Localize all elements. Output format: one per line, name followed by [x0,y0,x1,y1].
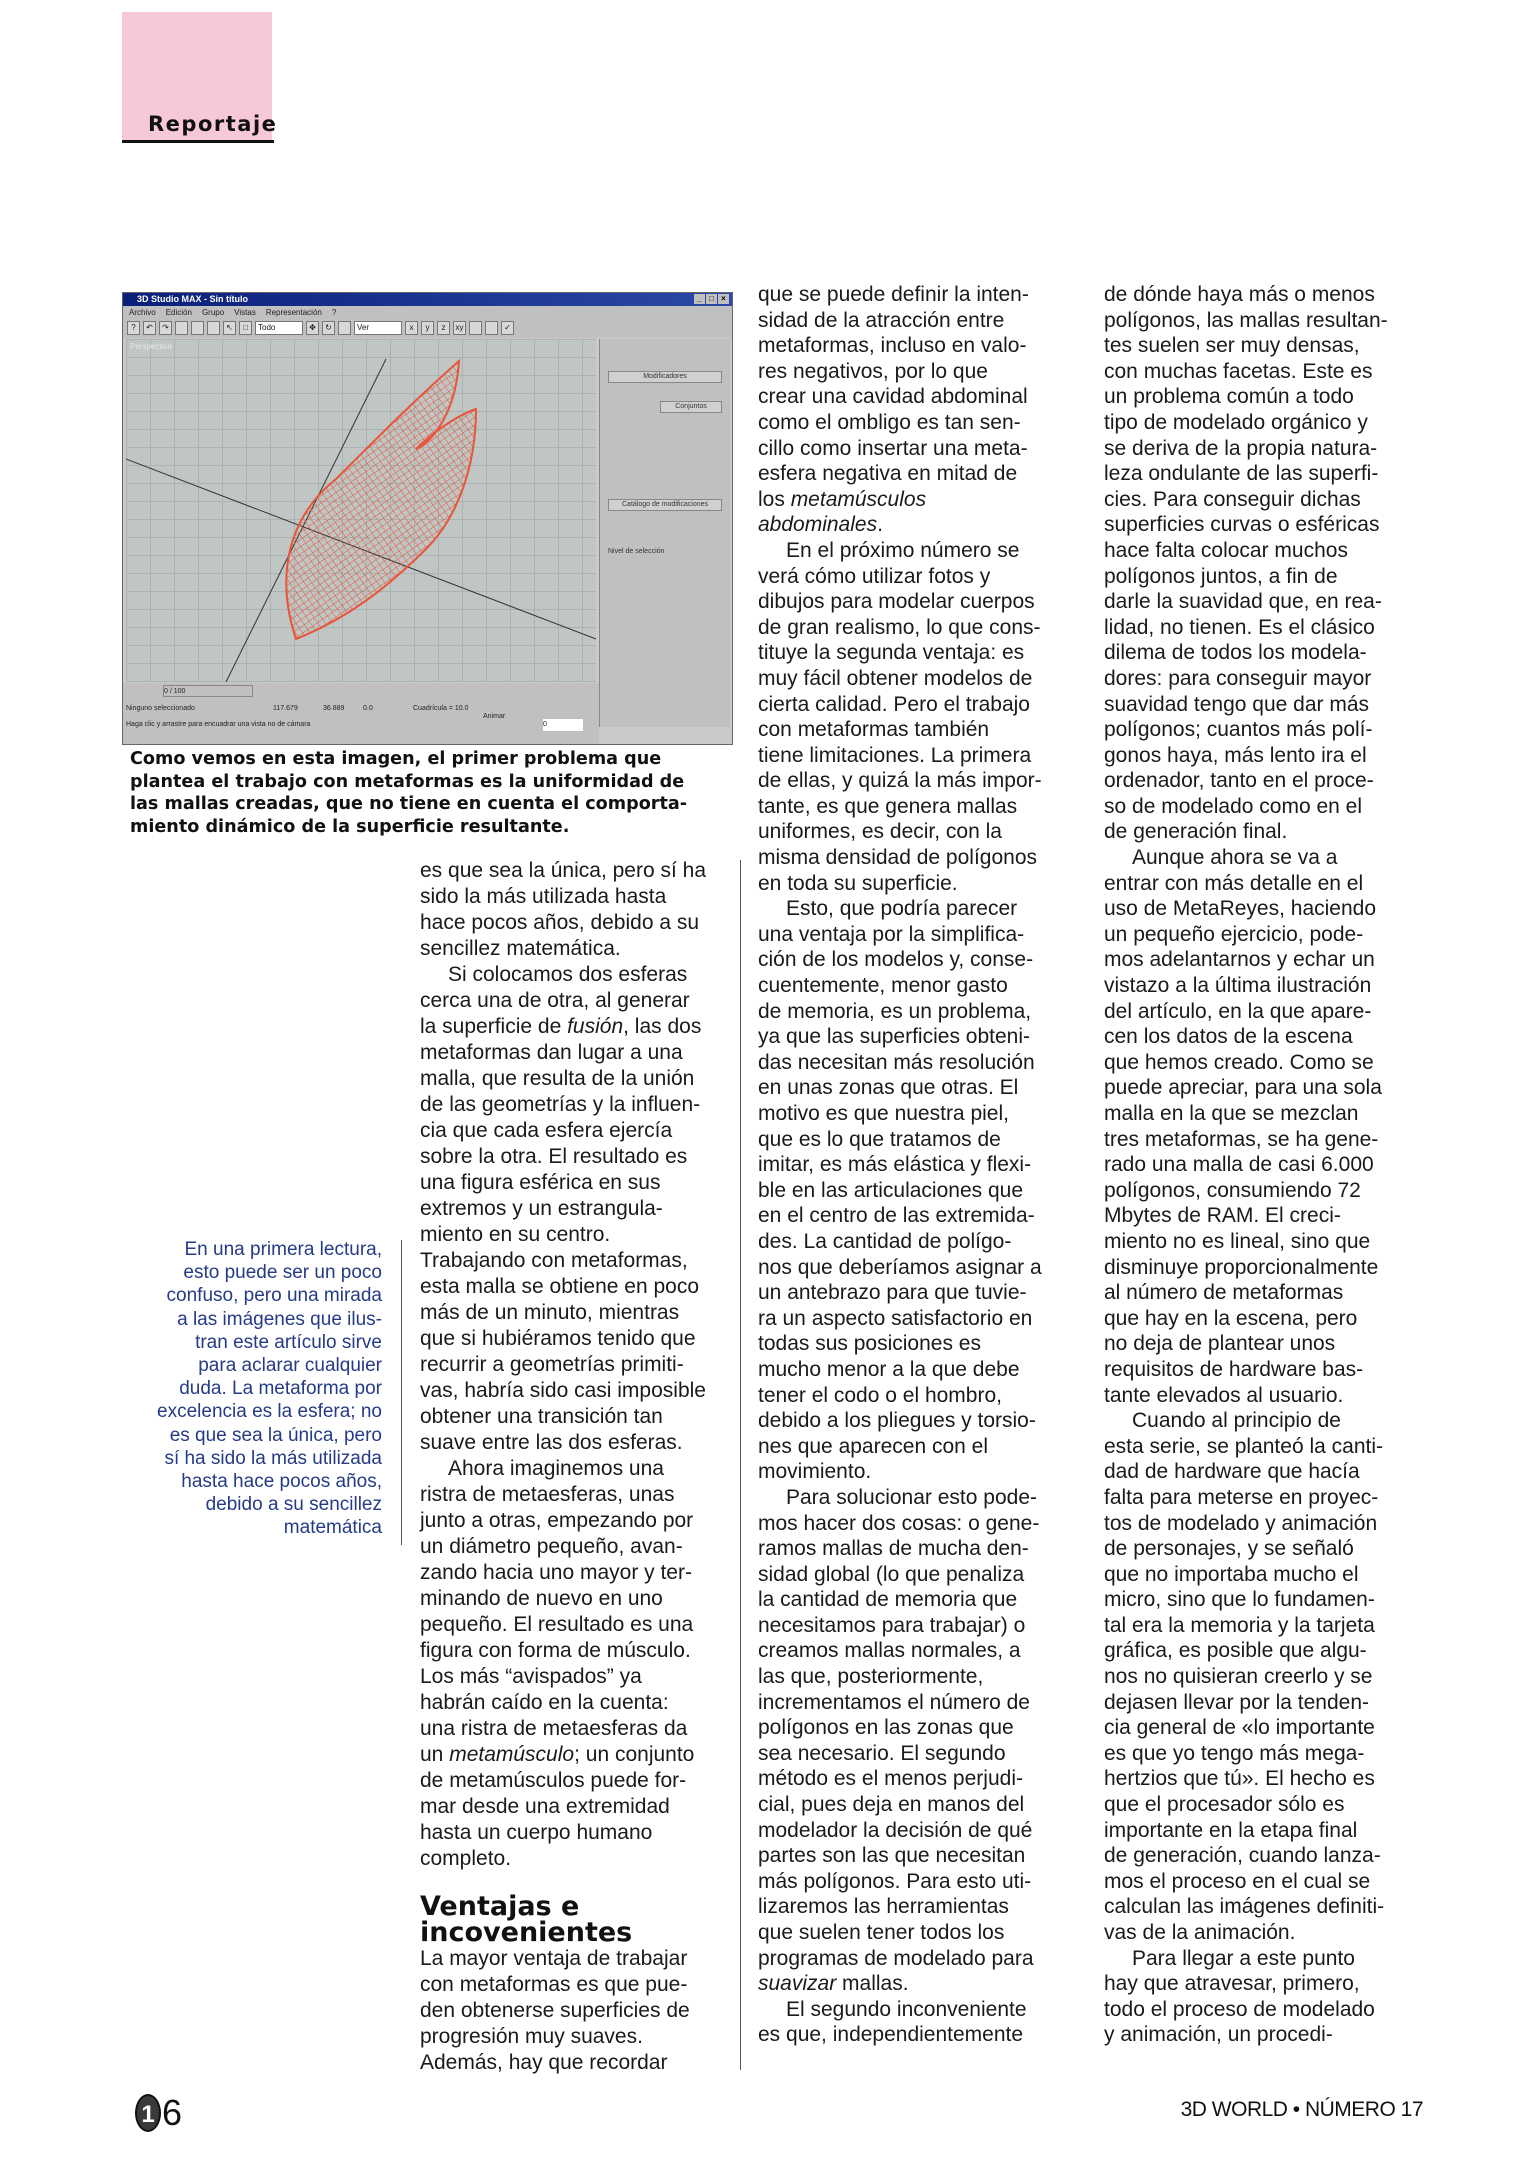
frame-slider: 0 / 100 [163,685,253,697]
viewport-label: Perspectiva [130,342,172,351]
pull-quote-line: para aclarar cualquier [198,1355,382,1377]
text-line: Esto, que podría parecer [786,897,1018,921]
text-line: ramos mallas de mucha den- [758,1537,1029,1561]
text-line: Aunque ahora se va a [1132,846,1338,870]
pull-quote-line: sí ha sido la más utilizada [164,1447,382,1469]
text-line: disminuye proporcionalmente [1104,1255,1379,1279]
coord-z: 0.0 [363,705,373,712]
text-line: esfera negativa en mitad de [758,462,1018,486]
italic-term: fusión [567,1015,624,1038]
perspective-viewport [126,339,596,682]
text-line: tes suelen ser muy densas, [1104,334,1360,358]
caption-line: las mallas creadas, que no tiene en cuenta el comporta- [130,794,688,814]
text-line: rado una malla de casi 6.000 [1104,1153,1374,1177]
panel-row: Modificadores [608,371,722,383]
help-icon: ? [127,321,140,335]
text-line: tener el codo o el hombro, [758,1383,1002,1407]
text-line: hasta un cuerpo humano [420,1821,653,1844]
text-line: un diámetro pequeño, avan- [420,1535,683,1558]
heading-line: incovenientes [420,1917,633,1948]
window-title: 3D Studio MAX - Sin título [137,294,248,304]
text-line: es que, independientemente [758,2023,1024,2047]
maximize-icon: □ [706,294,717,304]
text-segment: mallas. [836,1972,909,1996]
article-column-1 [420,858,706,2076]
text-line: leza ondulante de las superfi- [1104,462,1379,486]
text-line: malla, que resulta de la unión [420,1067,695,1090]
minimize-icon: _ [694,294,705,304]
text-line [758,487,1042,513]
text-line: modelador la decisión de qué [758,1818,1033,1842]
text-line: que hay en la escena, pero [1104,1306,1358,1330]
text-line: dejasen llevar por la tenden- [1104,1690,1370,1714]
text-line: tipo de modelado orgánico y [1104,410,1368,434]
text-line: que hemos creado. Como se [1104,1050,1374,1074]
page-number-circled-digit: 1 [135,2094,161,2132]
text-line: darle la suavidad que, en rea- [1104,590,1382,614]
menu-bar [123,306,732,319]
text-line: ra un aspecto satisfactorio en [758,1306,1033,1330]
status-selection: Ninguno seleccionado [126,705,195,712]
text-line [420,1742,706,1768]
text-line: tos de modelado y animación [1104,1511,1378,1535]
text-line: hace pocos años, debido a su [420,911,700,934]
text-line: Los más “avispados” ya [420,1665,642,1688]
text-line: que si hubiéramos tenido que [420,1327,696,1350]
text-line: La mayor ventaja de trabajar [420,1947,688,1970]
text-line: micro, sino que lo fundamen- [1104,1588,1375,1612]
text-line: con muchas facetas. Este es [1104,359,1373,383]
text-line: dad de hardware que hacía [1104,1460,1360,1484]
magazine-issue: 3D WORLD • NÚMERO 17 [1180,2098,1423,2121]
text-line: y animación, un procedi- [1104,2023,1333,2047]
panel-row: Nivel de selección [608,548,665,555]
text-line: cerca una de otra, al generar [420,989,690,1012]
text-line: dibujos para modelar cuerpos [758,590,1035,614]
text-line: es que yo tengo más mega- [1104,1741,1365,1765]
text-line: mos hacer dos cosas: o gene- [758,1511,1040,1535]
text-line: vas, habría sido casi imposible [420,1379,706,1402]
text-line: tal era la memoria y la tarjeta [1104,1613,1375,1637]
text-line: polígonos en las zonas que [758,1716,1014,1740]
panel-row: Conjuntos [660,401,722,413]
text-line: Ahora imaginemos una [448,1457,664,1480]
text-line: sido la más utilizada hasta [420,885,667,908]
text-line: lizaremos las herramientas [758,1895,1009,1919]
text-line: todas sus posiciones es [758,1332,981,1356]
region-icon: □ [239,321,252,335]
text-line: ristra de metaesferas, unas [420,1483,675,1506]
text-line: das necesitan más resolución [758,1050,1035,1074]
text-segment: la superficie de [420,1015,568,1038]
text-line: requisitos de hardware bas- [1104,1357,1364,1381]
text-line: que es lo que tratamos de [758,1127,1001,1151]
text-line: Trabajando con metaformas, [420,1249,688,1272]
text-line: dores: para conseguir mayor [1104,666,1372,690]
italic-term: metamúsculo [449,1743,575,1766]
text-line: la cantidad de memoria que [758,1588,1018,1612]
text-line: cies. Para conseguir dichas [1104,487,1361,511]
text-line: al número de metaformas [1104,1281,1344,1305]
text-line: en unas zonas que otras. El [758,1076,1019,1100]
text-line: ble en las articulaciones que [758,1178,1024,1202]
status-bar [123,683,599,744]
text-line: sidad global (lo que penaliza [758,1562,1025,1586]
text-line: Si colocamos dos esferas [448,963,688,986]
text-line: polígonos, consumiendo 72 [1104,1178,1361,1202]
text-line: de generación final. [1104,820,1288,844]
text-line: mos adelantarnos y echar un [1104,948,1375,972]
text-line: polígonos juntos, a fin de [1104,564,1338,588]
pull-quote-line: duda. La metaforma por [179,1378,382,1400]
text-line: tante, es que genera mallas [758,794,1018,818]
text-line: una figura esférica en sus [420,1171,661,1194]
caption-line: miento dinámico de la superficie resultante. [130,816,570,837]
text-line: imitar, es más elástica y flexi- [758,1153,1032,1177]
pull-quote-line: es que sea la única, pero [169,1424,382,1446]
text-line: res negativos, por lo que [758,359,988,383]
text-line: Para solucionar esto pode- [786,1485,1037,1509]
text-line: hace falta colocar muchos [1104,538,1348,562]
close-icon: × [718,294,729,304]
text-line: entrar con más detalle en el [1104,871,1364,895]
coord-system-dropdown: Ver [354,321,402,335]
text-line: metaformas dan lugar a una [420,1041,683,1064]
text-line [758,1971,1042,1997]
link-icon [175,321,188,335]
pull-quote-line: excelencia es la esfera; no [157,1401,382,1423]
text-line: nos que deberíamos asignar a [758,1255,1042,1279]
text-line: todo el proceso de modelado [1104,1997,1375,2021]
text-line: se deriva de la propia natura- [1104,436,1378,460]
text-line: Además, hay que recordar [420,2051,668,2074]
text-line: crear una cavidad abdominal [758,385,1028,409]
redo-icon: ↷ [159,321,172,335]
text-line: de las geometrías y la influen- [420,1093,701,1116]
text-line: puede apreciar, para una sola [1104,1076,1382,1100]
text-line: misma densidad de polígonos [758,846,1038,870]
text-line: es que sea la única, pero sí ha [420,859,707,882]
axis-x-icon: x [405,321,418,335]
check-icon: ✓ [501,321,514,335]
text-segment: los [758,487,791,511]
text-line: de dónde haya más o menos [1104,283,1375,306]
text-line: tante elevados al usuario. [1104,1383,1344,1407]
pull-quote [120,1238,382,1540]
command-panel [599,339,730,727]
text-line: hertzios que tú». El hecho es [1104,1767,1375,1791]
text-line: Mbytes de RAM. El creci- [1104,1204,1341,1228]
image-caption [130,748,736,838]
text-line: calculan las imágenes definiti- [1104,1895,1385,1919]
text-line: sencillez matemática. [420,937,621,960]
text-line: falta para meterse en proyec- [1104,1485,1379,1509]
text-segment: , las dos [623,1015,702,1038]
text-line: uniformes, es decir, con la [758,820,1002,844]
page-number [135,2092,182,2134]
menu-item: Representación [265,308,322,317]
text-line: de metamúsculos puede for- [420,1769,687,1792]
text-line: hay que atravesar, primero, [1104,1972,1360,1996]
text-line: sea necesario. El segundo [758,1741,1006,1765]
unlink-icon [191,321,204,335]
text-line: cia que cada esfera ejercía [420,1119,673,1142]
text-line: que no importaba mucho el [1104,1562,1359,1586]
text-segment: ; un conjunto [574,1743,695,1766]
text-line: necesitamos para trabajar) o [758,1613,1026,1637]
text-line: ordenador, tanto en el proce- [1104,769,1374,793]
text-line: suave entre las dos esferas. [420,1431,683,1454]
text-line: sobre la otra. El resultado es [420,1145,688,1168]
wireframe-mesh [126,339,596,682]
text-line: verá cómo utilizar fotos y [758,564,991,588]
section-label: Reportaje [148,112,278,136]
text-line: polígonos; cuantos más polí- [1104,718,1373,742]
text-line: gráfica, es posible que algu- [1104,1639,1367,1663]
text-line: ción de los modelos y, conse- [758,948,1034,972]
text-line: no deja de plantear unos [1104,1332,1336,1356]
text-line: muy fácil obtener modelos de [758,666,1033,690]
text-line: movimiento. [758,1460,872,1484]
toolbar [123,319,732,338]
text-line: habrán caído en la cuenta: [420,1691,669,1714]
pull-quote-line: confuso, pero una mirada [166,1285,382,1307]
align-icon [485,321,498,335]
text-line: de ellas, y quizá la más impor- [758,769,1042,793]
text-line: tiene limitaciones. La primera [758,743,1032,767]
text-line: un problema común a todo [1104,385,1354,409]
text-line: zando hacia uno mayor y ter- [420,1561,692,1584]
text-line: un antebrazo para que tuvie- [758,1281,1027,1305]
text-line: mucho menor a la que debe [758,1357,1020,1381]
text-line: incrementamos el número de [758,1690,1030,1714]
text-line: polígonos, las mallas resultan- [1104,308,1388,332]
mesh-shape [286,361,476,639]
menu-item: Edición [165,308,192,317]
selection-filter-dropdown: Todo [255,321,303,335]
text-line: del artículo, en la que apare- [1104,999,1372,1023]
pull-quote-line: hasta hace pocos años, [181,1471,382,1493]
text-line: recurrir a geometrías primiti- [420,1353,684,1376]
text-line: extremos y un estrangula- [420,1197,663,1220]
move-icon: ✥ [306,321,319,335]
window-title-bar [123,293,732,306]
text-line: miento no es lineal, sino que [1104,1229,1371,1253]
text-line: motivo es que nuestra piel, [758,1102,1009,1125]
animate-button: Animar [483,713,506,720]
software-screenshot [122,292,733,745]
italic-term: abdominales [758,513,878,537]
text-line: minando de nuevo en uno [420,1587,663,1610]
status-prompt: Haga clic y arrastre para encuadrar una vista no de cámara [126,721,311,728]
text-line: debido a los pliegues y torsio- [758,1409,1036,1433]
text-line: suavidad tengo que dar más [1104,692,1370,716]
text-line: nes que aparecen con el [758,1434,989,1458]
axis-y-icon: y [421,321,434,335]
text-line: uso de MetaReyes, haciendo [1104,897,1377,921]
menu-item: Archivo [129,308,156,317]
text-line: pequeño. El resultado es una [420,1613,694,1636]
text-line: El segundo inconveniente [786,1997,1027,2021]
text-line [758,512,1042,538]
text-line: cia general de «lo importante [1104,1716,1375,1740]
text-line: de memoria, es un problema, [758,999,1032,1023]
text-line: ya que las superficies obteni- [758,1025,1030,1049]
text-line: dilema de todos los modela- [1104,641,1367,665]
text-line: creamos mallas normales, a [758,1639,1021,1663]
grid-size: Cuadrícula = 10.0 [413,705,469,712]
text-line: partes son las que necesitan [758,1844,1026,1868]
text-line: Para llegar a este punto [1132,1946,1355,1970]
text-line: so de modelado como en el [1104,794,1362,818]
text-segment: un [420,1743,450,1766]
undo-icon: ↶ [143,321,156,335]
text-line: cuentemente, menor gasto [758,974,1008,998]
text-line: con metaformas es que pue- [420,1973,688,1996]
text-line: cierta calidad. Pero el trabajo [758,692,1030,716]
text-line: en el centro de las extremida- [758,1204,1035,1228]
text-segment: . [877,513,883,537]
pull-quote-line: debido a su sencillez [205,1494,382,1516]
text-line: tres metaformas, se ha gene- [1104,1127,1379,1151]
article-column-3 [1104,282,1388,2048]
text-line: importante en la etapa final [1104,1818,1358,1842]
text-line: que suelen tener todos los [758,1921,1005,1944]
coord-y: 36.889 [323,705,345,712]
caption-line: Como vemos en esta imagen, el primer problema que [130,749,662,769]
pull-quote-line: esto puede ser un poco [183,1262,382,1284]
menu-item: ? [331,308,337,317]
text-line: progresión muy suaves. [420,2025,643,2048]
text-line: con metaformas también [758,718,990,742]
text-line: malla en la que se mezclan [1104,1102,1359,1125]
text-line: como el ombligo es tan sen- [758,410,1021,434]
text-line [420,1014,706,1040]
axis-z-icon: z [437,321,450,335]
text-line: las que, posteriormente, [758,1665,984,1689]
scale-icon [338,321,351,335]
text-line: junto a otras, empezando por [420,1509,694,1532]
text-line: esta malla se obtiene en poco [420,1275,700,1298]
heading-line: Ventajas e [420,1891,580,1922]
text-line: Cuando al principio de [1132,1409,1341,1433]
text-line: esta serie, se planteó la canti- [1104,1434,1383,1458]
text-line: des. La cantidad de polígo- [758,1229,1012,1253]
text-line: mar desde una extremidad [420,1795,670,1818]
text-line: vistazo a la última ilustración [1104,974,1372,998]
rotate-icon: ↻ [322,321,335,335]
pull-quote-line: En una primera lectura, [184,1239,382,1260]
text-line: en toda su superficie. [758,871,958,895]
text-line: obtener una transición tan [420,1405,663,1428]
text-line: una ristra de metaesferas da [420,1717,688,1740]
select-icon: ↖ [223,321,236,335]
text-line: más polígonos. Para esto uti- [758,1869,1032,1893]
text-line: gonos haya, más lento ira el [1104,743,1367,767]
menu-item: Grupo [201,308,225,317]
text-line: un pequeño ejercicio, pode- [1104,922,1364,946]
column-rule [401,1240,402,1545]
text-line: vas de la animación. [1104,1921,1296,1944]
text-line: de gran realismo, lo que cons- [758,615,1041,639]
column-rule [740,860,741,2070]
bind-icon [207,321,220,335]
frame-field: 0 [543,719,583,731]
pull-quote-line: a las imágenes que ilus- [177,1308,382,1330]
panel-row: Catálogo de modificaciones [608,499,722,511]
text-line: metaformas, incluso en valo- [758,334,1027,358]
page-number-digit: 6 [162,2092,183,2133]
text-line: más de un minuto, mientras [420,1301,680,1324]
text-line: programas de modelado para [758,1946,1034,1970]
text-line: método es el menos perjudi- [758,1767,1023,1791]
text-line: de generación, cuando lanza- [1104,1844,1381,1868]
text-line: mos el proceso en el cual se [1104,1869,1371,1893]
text-line: nos no quisieran creerlo y se [1104,1665,1373,1689]
italic-term: metamúsculos [790,487,927,511]
text-line: den obtenerse superficies de [420,1999,690,2022]
text-line: que el procesador sólo es [1104,1793,1345,1817]
text-line: sidad de la atracción entre [758,308,1005,332]
text-line: cial, pues deja en manos del [758,1793,1025,1817]
coord-x: 117.679 [273,705,298,712]
text-line: En el próximo número se [786,538,1020,562]
caption-line: plantea el trabajo con metaformas es la uniformidad de [130,771,685,792]
text-line: de personajes, y se señaló [1104,1537,1354,1561]
text-line: miento en su centro. [420,1223,611,1246]
text-line: cillo como insertar una meta- [758,436,1028,460]
text-line: tituye la segunda ventaja: es [758,641,1025,665]
text-line: cen los datos de la escena [1104,1025,1353,1049]
text-line: completo. [420,1847,512,1870]
section-underline [122,140,274,143]
text-line: una ventaja por la simplifica- [758,922,1025,946]
text-line: figura con forma de músculo. [420,1639,691,1662]
axis-xy-icon: xy [453,321,466,335]
pull-quote-line: matemática [283,1517,382,1539]
text-line: que se puede definir la inten- [758,283,1029,306]
mirror-icon [469,321,482,335]
section-heading [420,1891,706,1948]
article-column-2 [758,282,1042,2048]
menu-item: Vistas [234,308,256,317]
italic-term: suavizar [758,1972,837,1996]
text-line: lidad, no tienen. Es el clásico [1104,615,1375,639]
text-line: superficies curvas o esféricas [1104,513,1380,537]
pull-quote-line: tran este artículo sirve [195,1331,382,1353]
